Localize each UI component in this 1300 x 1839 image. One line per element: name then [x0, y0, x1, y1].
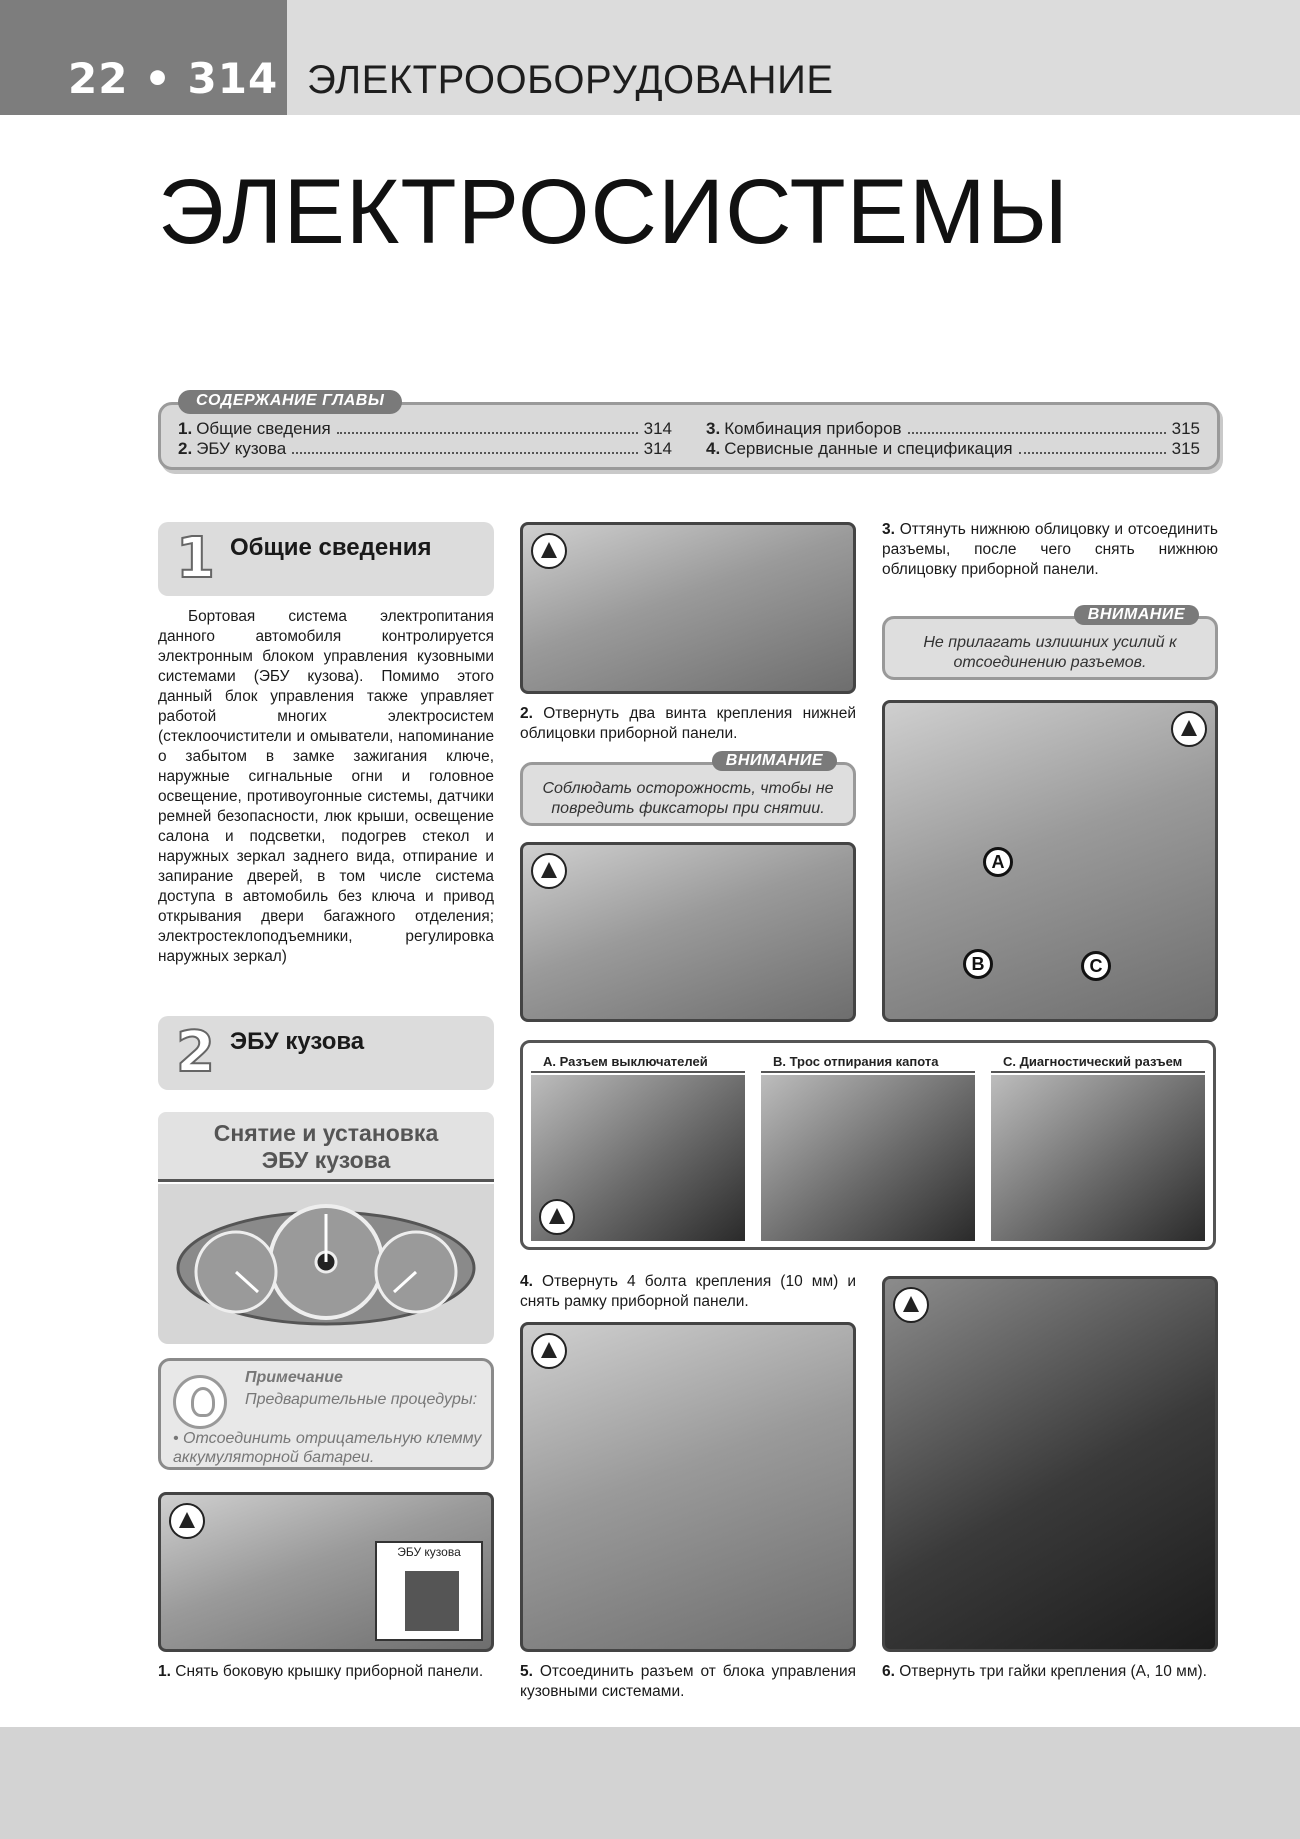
page-title: ЭЛЕКТРОСИСТЕМЫ: [158, 161, 1070, 263]
photo-step-1: [158, 1492, 494, 1652]
toc-item-num: 3.: [706, 419, 721, 438]
connector-detail-panel: [520, 1040, 1216, 1250]
step-2-caption: [520, 704, 856, 744]
toc-item-page: 314: [643, 419, 672, 438]
toc-item-text: Комбинация приборов: [724, 419, 902, 438]
callout-b: B: [963, 949, 993, 979]
detail-label: C. Диагностический разъем: [991, 1051, 1205, 1073]
toc-item-num: 2.: [178, 439, 193, 458]
toc-item-num: 4.: [706, 439, 721, 458]
section-title: Общие сведения: [230, 534, 432, 561]
ebu-inset-label: ЭБУ кузова: [397, 1545, 461, 1559]
toc-item[interactable]: [178, 419, 672, 439]
detail-cell-b: [761, 1051, 975, 1241]
toc-item-page: 314: [643, 439, 672, 458]
subsection-header: [158, 1112, 494, 1182]
step-text: Отвернуть 4 болта крепления (10 мм) и снять рамку приборной панели.: [520, 1273, 856, 1310]
toc-item[interactable]: [706, 419, 1200, 439]
step-number: 2.: [520, 705, 533, 722]
detail-cell-c: [991, 1051, 1205, 1241]
warning-text: Не прилагать излишних усилий к отсоединению разъемов.: [923, 634, 1177, 671]
section-1-header: [158, 522, 494, 596]
step-number: 3.: [882, 521, 895, 538]
step-5-caption: [520, 1662, 856, 1702]
photo-step-2: [520, 522, 856, 694]
photo-step-6: [882, 1276, 1218, 1652]
step-6-caption: [882, 1662, 1218, 1682]
toc-item[interactable]: [178, 439, 672, 459]
subsection-line: Снятие и установка: [213, 1120, 439, 1146]
page-number-block: [0, 0, 287, 115]
section-title: ЭБУ кузова: [230, 1028, 365, 1055]
step-number: 4.: [520, 1273, 533, 1290]
photo-step-2b: [520, 842, 856, 1022]
chapter-header: [287, 0, 1300, 115]
note-heading: Примечание: [245, 1369, 343, 1386]
photo-step-3: [882, 700, 1218, 1022]
detail-label: B. Трос отпирания капота: [761, 1051, 975, 1073]
publisher-logo-icon: [893, 1287, 929, 1323]
step-number: 5.: [520, 1663, 533, 1680]
warning-box-2: [882, 606, 1218, 680]
ebu-inset: [375, 1541, 483, 1641]
step-text: Оттянуть нижнюю облицовку и отсоединить разъемы, после чего снять нижнюю облицовку приборной панели.: [882, 521, 1218, 578]
cluster-graphic: [158, 1184, 494, 1344]
chapter-title: ЭЛЕКТРООБОРУДОВАНИЕ: [307, 58, 834, 102]
toc-item-num: 1.: [178, 419, 193, 438]
step-1-caption: [158, 1662, 494, 1682]
page-footer: [0, 1727, 1300, 1839]
publisher-logo-icon: [531, 533, 567, 569]
step-3-caption: [882, 520, 1218, 580]
publisher-logo-icon: [169, 1503, 205, 1539]
toc-item-text: ЭБУ кузова: [196, 439, 287, 458]
toc-label: СОДЕРЖАНИЕ ГЛАВЫ: [178, 390, 402, 414]
instrument-cluster-illustration: [158, 1184, 494, 1344]
lightbulb-icon: [173, 1375, 227, 1429]
toc-item-text: Общие сведения: [196, 419, 331, 438]
section-2-header: [158, 1016, 494, 1090]
detail-cell-a: [531, 1051, 745, 1241]
step-4-caption: [520, 1272, 856, 1312]
section-number: 2: [176, 1020, 215, 1085]
step-text: Отвернуть два винта крепления нижней облицовки приборной панели.: [520, 705, 856, 742]
callout-a: A: [983, 847, 1013, 877]
subsection-line: ЭБУ кузова: [261, 1147, 391, 1173]
note-box: [158, 1358, 494, 1470]
section-number: 1: [176, 526, 215, 591]
detail-label: A. Разъем выключателей: [531, 1051, 745, 1073]
warning-label: ВНИМАНИЕ: [1074, 605, 1199, 625]
warning-label: ВНИМАНИЕ: [712, 751, 837, 771]
publisher-logo-icon: [531, 853, 567, 889]
note-bullet: • Отсоединить отрицательную клемму аккумуляторной батареи.: [173, 1430, 482, 1466]
step-text: Снять боковую крышку приборной панели.: [175, 1663, 484, 1680]
step-number: 6.: [882, 1663, 895, 1680]
page-number: 22 • 314: [68, 54, 279, 103]
warning-box-1: [520, 752, 856, 826]
toc-item[interactable]: [706, 439, 1200, 459]
publisher-logo-icon: [1171, 711, 1207, 747]
intro-text: Бортовая система электропитания данного автомобиля контролируется электронным блоком управления кузовными системами (ЭБУ кузова). Помимо этого данный блок управления также управляет работой многих электросистем (стеклоочистители и омыватели, напоминание о забытом в замке зажигания ключе, наружные сигнальные огни и головное освещение, противоугонные системы, датчики ремней безопасности, люк крыши, освещение салона и подсветки, подогрев стекол и наружных зеркал заднего вида, отпирание и запирание дверей, в том числе система доступа в автомобиль без ключа и привод открывания двери багажного отделения; электростеклоподъемники, регулировка наружных зеркал): [158, 608, 494, 965]
callout-c: C: [1081, 951, 1111, 981]
step-text: Отвернуть три гайки крепления (А, 10 мм).: [899, 1663, 1207, 1680]
publisher-logo-icon: [539, 1199, 575, 1235]
note-text: Предварительные процедуры:: [245, 1391, 478, 1408]
photo-step-5: [520, 1322, 856, 1652]
step-text: Отсоединить разъем от блока управления кузовными системами.: [520, 1663, 856, 1700]
publisher-logo-icon: [531, 1333, 567, 1369]
warning-text: Соблюдать осторожность, чтобы не повредить фиксаторы при снятии.: [542, 780, 834, 817]
toc-item-text: Сервисные данные и спецификация: [724, 439, 1013, 458]
toc-item-page: 315: [1171, 419, 1200, 438]
toc-item-page: 315: [1171, 439, 1200, 458]
step-number: 1.: [158, 1663, 171, 1680]
